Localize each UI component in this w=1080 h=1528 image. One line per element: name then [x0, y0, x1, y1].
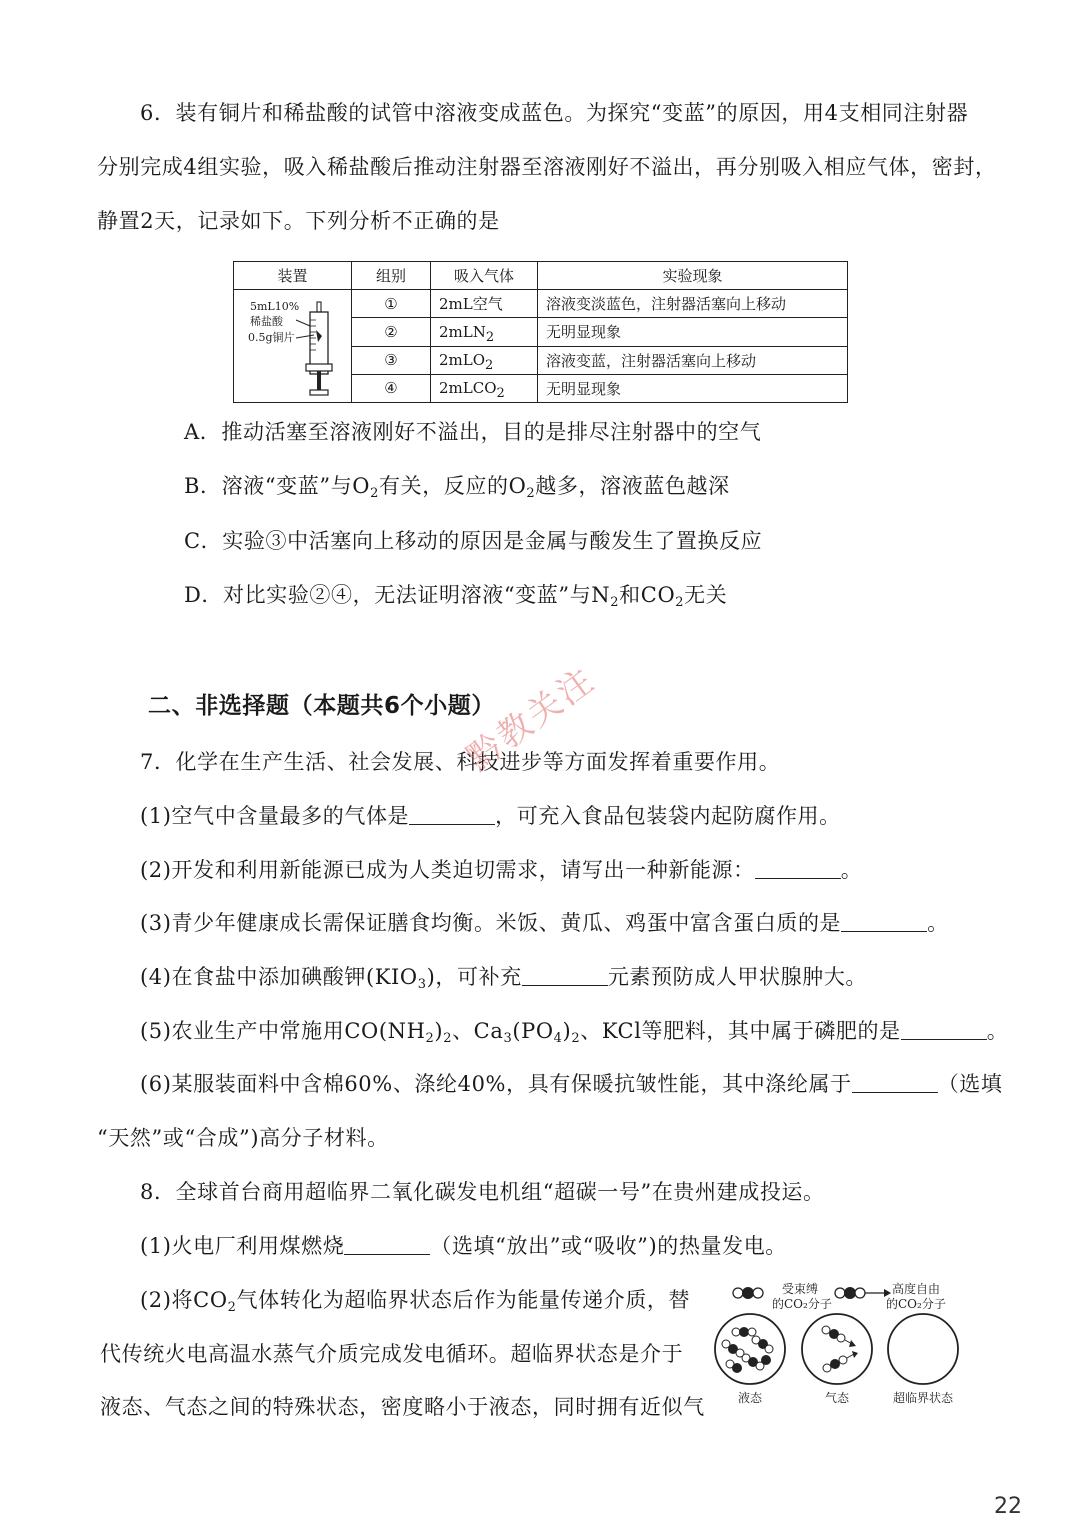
q7-part3 [140, 908, 949, 938]
subscript: 2 [227, 1300, 237, 1315]
table-cell-group: ① [352, 290, 431, 318]
question-text: （选填“放出”或“吸收”)的热量发电。 [430, 1234, 787, 1258]
question-text: (3)青少年健康成长需保证膳食均衡。米饭、黄瓜、鸡蛋中富含蛋白质的是 [140, 911, 842, 935]
subscript: 2 [485, 329, 495, 345]
question-text: (1)空气中含量最多的气体是 [140, 804, 410, 828]
q8-part2-line2: 代传统火电高温水蒸气介质完成发电循环。超临界状态是介于 [100, 1342, 684, 1366]
subscript: 2 [370, 486, 379, 501]
apparatus-label: 0.5g铜片 [248, 331, 295, 344]
section-heading: 二、非选择题（本题共6个小题） [148, 693, 496, 719]
subscript: 3 [417, 977, 427, 992]
question-text: 。 [840, 858, 863, 882]
subscript: 2 [610, 595, 620, 610]
subscript: 2 [485, 358, 494, 374]
question-text: ) [562, 1019, 572, 1043]
table-cell-group: ③ [352, 346, 431, 374]
legend-label: 的CO₂分子 [772, 1297, 832, 1311]
question-text: (6)某服装面料中含棉60%、涤纶40%，具有保暖抗皱性能，其中涤纶属于 [140, 1072, 852, 1096]
q6-stem-line3: 静置2天，记录如下。下列分析不正确的是 [97, 209, 500, 233]
table-cell-observation: 溶液变蓝，注射器活塞向上移动 [538, 346, 848, 374]
option-text: B．溶液“变蓝”与O [184, 474, 371, 498]
table-cell-gas: 2mL空气 [431, 290, 538, 318]
question-text: ) [434, 1019, 444, 1043]
q6-option-a: A．推动活塞至溶液刚好不溢出，目的是排尽注射器中的空气 [184, 420, 762, 444]
question-text: (4)在食盐中添加碘酸钾(KIO [140, 965, 418, 989]
option-text: 无关 [684, 583, 728, 607]
gas-formula: 2mLO [439, 351, 486, 370]
liquid-state-circle [715, 1314, 785, 1384]
watermark: 黔教关注 [459, 659, 603, 779]
answer-blank[interactable] [841, 911, 927, 932]
q8-stem: 8．全球首台商用超临界二氧化碳发电机组“超碳一号”在贵州建成投运。 [140, 1180, 825, 1204]
question-text: ，可充入食品包装袋内起防腐作用。 [495, 804, 841, 828]
table-cell-gas [431, 374, 538, 402]
q6-option-d [184, 580, 727, 610]
subscript: 3 [503, 1031, 513, 1046]
free-molecule-icon [835, 1287, 891, 1299]
table-cell-group: ② [352, 318, 431, 346]
question-text: 、Ca [452, 1019, 504, 1043]
co2-states-figure [706, 1278, 968, 1410]
option-text: 越多，溶液蓝色越深 [535, 474, 730, 498]
q7-part1 [140, 801, 841, 831]
subscript: 2 [496, 386, 505, 402]
legend-label: 的CO₂分子 [886, 1297, 946, 1311]
state-label: 气态 [824, 1391, 850, 1405]
q6-stem-line2: 分别完成4组实验，吸入稀盐酸后推动注射器至溶液刚好不溢出，再分别吸入相应气体，密封， [97, 155, 997, 179]
q8-part1 [140, 1231, 787, 1261]
table-cell-gas [431, 346, 538, 374]
q6-stem-line1: 6．装有铜片和稀盐酸的试管中溶液变成蓝色。为探究“变蓝”的原因，用4支相同注射器 [140, 101, 969, 125]
question-text: 。 [986, 1019, 1009, 1043]
table-cell-observation: 无明显现象 [538, 318, 848, 346]
table-cell-gas [431, 318, 538, 346]
legend-label: 受束缚 [782, 1282, 819, 1296]
apparatus-label: 稀盐酸 [250, 315, 283, 328]
answer-blank[interactable] [901, 1019, 987, 1040]
table-cell-group: ④ [352, 374, 431, 402]
legend-label: 高度自由 [892, 1282, 941, 1296]
answer-blank[interactable] [522, 965, 608, 986]
subscript: 2 [443, 1031, 453, 1046]
subscript: 4 [553, 1031, 563, 1046]
q8-part2-line1 [140, 1285, 690, 1315]
question-text: (2)开发和利用新能源已成为人类迫切需求，请写出一种新能源： [140, 858, 755, 882]
page-number: 22 [994, 1494, 1022, 1519]
q6-experiment-table [233, 261, 848, 403]
table-header: 组别 [352, 262, 431, 290]
syringe-icon [234, 290, 351, 402]
answer-blank[interactable] [852, 1072, 938, 1093]
gas-formula: 2mLCO [439, 379, 497, 398]
q8-part2-line3: 液态、气态之间的特殊状态，密度略小于液态，同时拥有近似气 [100, 1395, 705, 1419]
gas-state-circle [802, 1314, 872, 1384]
question-text: 、KCl等肥料，其中属于磷肥的是 [580, 1019, 901, 1043]
q6-option-c: C．实验③中活塞向上移动的原因是金属与酸发生了置换反应 [184, 529, 763, 553]
question-text: )，可补充 [426, 965, 522, 989]
table-row [234, 290, 848, 318]
question-text: (5)农业生产中常施用CO(NH [140, 1019, 426, 1043]
state-label: 超临界状态 [892, 1391, 954, 1405]
subscript: 2 [526, 486, 536, 501]
q7-part5 [140, 1016, 1008, 1046]
supercritical-state-circle [888, 1314, 958, 1384]
option-text: 和CO [619, 583, 676, 607]
q7-part6 [140, 1069, 1003, 1099]
subscript: 2 [425, 1031, 435, 1046]
answer-blank[interactable] [344, 1234, 430, 1255]
table-header: 吸入气体 [431, 262, 538, 290]
question-text: 元素预防成人甲状腺肿大。 [607, 965, 868, 989]
q7-stem: 7．化学在生产生活、社会发展、科技进步等方面发挥着重要作用。 [140, 750, 781, 774]
table-header: 实验现象 [538, 262, 848, 290]
question-text: 气体转化为超临界状态后作为能量传递介质，替 [236, 1288, 691, 1312]
question-text: (1)火电厂利用煤燃烧 [140, 1234, 345, 1258]
q7-part4 [140, 962, 867, 992]
subscript: 2 [675, 595, 685, 610]
question-text: (PO [512, 1019, 554, 1043]
bound-molecule-icon [733, 1287, 763, 1299]
table-header-row [234, 262, 848, 290]
question-text: 。 [927, 911, 949, 935]
q7-part2 [140, 855, 862, 885]
answer-blank[interactable] [409, 804, 495, 825]
question-text: （选填 [937, 1072, 1003, 1096]
table-header: 装置 [234, 262, 352, 290]
answer-blank[interactable] [755, 858, 841, 879]
table-cell-observation: 无明显现象 [538, 374, 848, 402]
apparatus-label: 5mL10% [250, 300, 300, 313]
option-text: 有关，反应的O [379, 474, 527, 498]
state-label: 液态 [737, 1391, 763, 1405]
option-text: D．对比实验②④，无法证明溶液“变蓝”与N [184, 583, 611, 607]
q6-option-b [184, 471, 730, 501]
q7-part6-cont: “天然”或“合成”)高分子材料。 [97, 1126, 389, 1150]
question-text: (2)将CO [140, 1288, 228, 1312]
table-cell-observation: 溶液变淡蓝色，注射器活塞向上移动 [538, 290, 848, 318]
gas-formula: 2mLN [439, 322, 486, 341]
syringe-apparatus [234, 290, 352, 403]
subscript: 2 [571, 1031, 581, 1046]
